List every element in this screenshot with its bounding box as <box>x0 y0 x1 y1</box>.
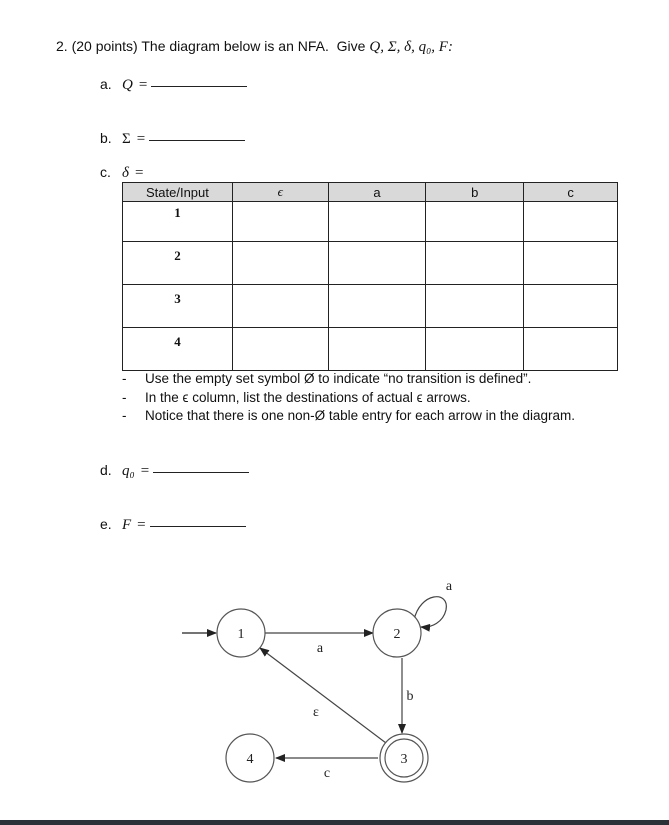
part-a-label: a. <box>100 76 112 92</box>
transition-2-3-label: b <box>406 689 414 704</box>
question-number: 2. <box>56 38 68 54</box>
header-b: b <box>426 183 524 202</box>
note-dash: - <box>122 371 127 386</box>
part-a-symbol: Q <box>122 77 133 93</box>
question-header <box>56 38 453 56</box>
table-row <box>123 242 618 285</box>
answer-cell[interactable] <box>524 202 618 242</box>
table-row <box>123 202 618 242</box>
part-b-label: b. <box>100 130 112 146</box>
answer-cell[interactable] <box>426 202 524 242</box>
part-b-answer-blank[interactable] <box>149 139 245 141</box>
answer-cell[interactable] <box>328 328 426 371</box>
note-text: In the ϵ column, list the destinations of actual ϵ arrows. <box>145 389 471 405</box>
transition-3-1-label: ε <box>313 705 319 720</box>
part-d-symbol: q₀ <box>122 463 135 479</box>
part-e-equals: = <box>137 517 146 533</box>
transition-1-2-label: a <box>316 641 324 656</box>
answer-cell[interactable] <box>524 285 618 328</box>
transition-3-4-label: c <box>323 766 331 781</box>
answer-cell[interactable] <box>328 285 426 328</box>
answer-cell[interactable] <box>426 328 524 371</box>
table-row <box>123 285 618 328</box>
part-d-answer-blank[interactable] <box>153 471 249 473</box>
note-item <box>122 407 575 426</box>
answer-cell[interactable] <box>328 242 426 285</box>
part-c-label: c. <box>100 164 111 180</box>
question-text: (20 points) The diagram below is an NFA. Give <box>71 38 370 54</box>
note-item <box>122 389 575 408</box>
bottom-edge-bar <box>0 820 669 825</box>
part-a <box>100 76 247 94</box>
question-symbols: Q, Σ, δ, q₀, F: <box>369 39 453 55</box>
transition-table <box>122 182 618 371</box>
state-2-label: 2 <box>393 627 401 642</box>
state-cell: 2 <box>123 242 233 285</box>
part-c-symbol: δ <box>122 165 129 181</box>
part-c <box>100 164 143 182</box>
note-item <box>122 370 575 389</box>
part-d <box>100 462 249 480</box>
nfa-diagram <box>170 570 470 790</box>
state-4-label: 4 <box>246 752 254 767</box>
note-dash: - <box>122 389 127 405</box>
part-a-answer-blank[interactable] <box>151 85 247 87</box>
state-cell: 1 <box>123 202 233 242</box>
part-e-label: e. <box>100 516 112 532</box>
part-e-symbol: F <box>122 517 132 533</box>
transition-2-2-label: a <box>445 579 453 594</box>
part-a-equals: = <box>138 77 148 93</box>
part-b-symbol: Σ <box>122 131 131 147</box>
note-text: Notice that there is one non-Ø table entry for each arrow in the diagram. <box>145 408 575 423</box>
state-3-label: 3 <box>400 752 408 767</box>
answer-cell[interactable] <box>232 285 328 328</box>
part-d-label: d. <box>100 462 112 478</box>
answer-cell[interactable] <box>232 328 328 371</box>
note-dash: - <box>122 408 127 423</box>
part-e <box>100 516 246 534</box>
state-cell: 3 <box>123 285 233 328</box>
part-d-equals: = <box>140 463 150 479</box>
table-row <box>123 328 618 371</box>
answer-cell[interactable] <box>426 242 524 285</box>
header-c: c <box>524 183 618 202</box>
instruction-notes <box>122 370 575 426</box>
answer-cell[interactable] <box>524 242 618 285</box>
header-state-input: State/Input <box>123 183 233 202</box>
part-e-answer-blank[interactable] <box>150 525 246 527</box>
part-b-equals: = <box>136 131 146 147</box>
answer-cell[interactable] <box>328 202 426 242</box>
answer-cell[interactable] <box>426 285 524 328</box>
state-1-label: 1 <box>237 627 245 642</box>
answer-cell[interactable] <box>232 202 328 242</box>
note-text: Use the empty set symbol Ø to indicate “no transition is defined”. <box>145 371 532 386</box>
header-epsilon: ϵ <box>232 183 328 202</box>
table-header-row <box>123 183 618 202</box>
answer-cell[interactable] <box>232 242 328 285</box>
header-a: a <box>328 183 426 202</box>
part-c-equals: = <box>134 165 144 181</box>
transition-3-1 <box>260 648 386 743</box>
answer-cell[interactable] <box>524 328 618 371</box>
state-cell: 4 <box>123 328 233 371</box>
part-b <box>100 130 245 148</box>
